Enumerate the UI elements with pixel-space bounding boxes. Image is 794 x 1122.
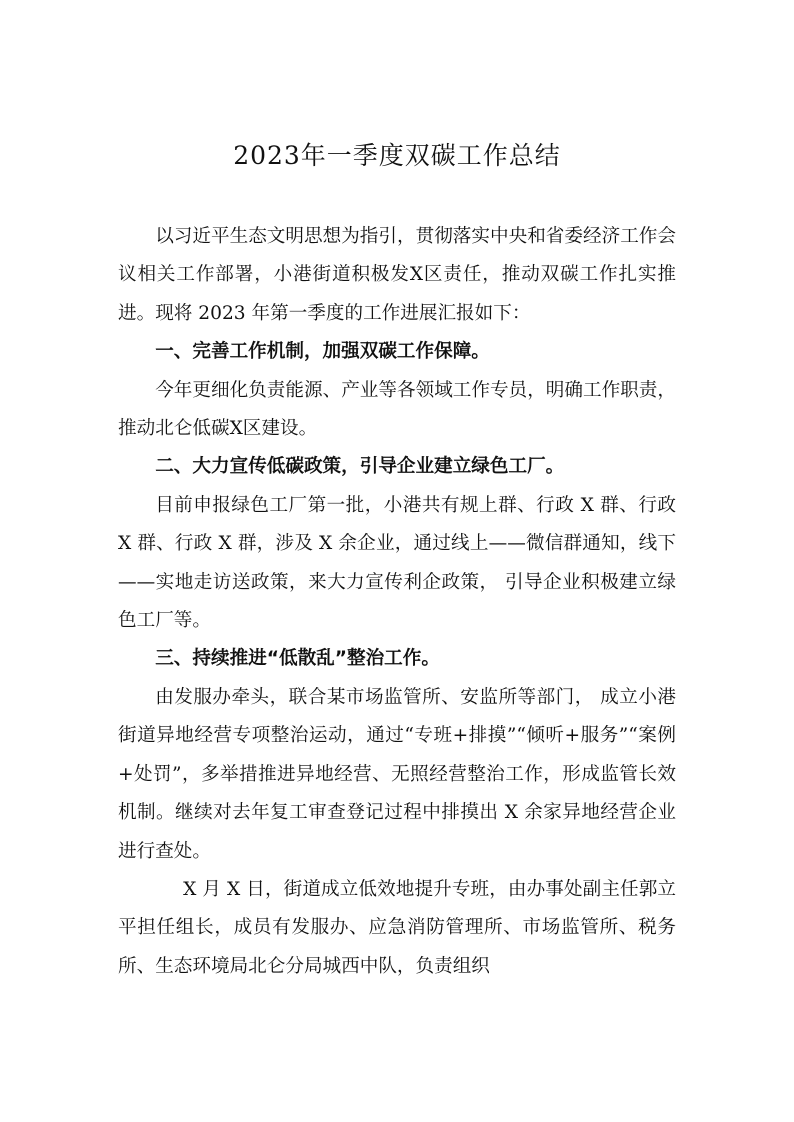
- section-3-paragraph: 由发服办牵头，联合某市场监管所、安监所等部门， 成立小港街道异地经营专项整治运动，通过“专班+排摸”“倾听+服务”“案例+处罚”，多举措推进异地经营、无照经营整治工作，形成监管长效机制。继续对去年复工审查登记过程中排摸出 X 余家异地经营企业进行查处。: [118, 686, 676, 862]
- section-heading-3: 三、持续推进“低散乱”整治工作。: [155, 648, 440, 670]
- document-body: [118, 218, 676, 986]
- section-1-paragraph: 今年更细化负责能源、产业等各领域工作专员，明确工作职责，推动北仑低碳X区建设。: [118, 379, 676, 440]
- section-2-paragraph: 目前申报绿色工厂第一批，小港共有规上群、行政 X 群、行政 X 群、行政 X 群，涉及 X 余企业，通过线上——微信群通知，线下——实地走访送政策，来大力宣传利企政策， 引导企业积极建立绿色工厂等。: [118, 494, 676, 632]
- section-3-paragraph-continued: X 月 X 日，街道成立低效地提升专班，由办事处副主任郭立平担任组长，成员有发服办、应急消防管理所、市场监管所、税务所、生态环境局北仑分局城西中队，负责组织: [118, 878, 676, 977]
- section-heading-2: 二、大力宣传低碳政策，引导企业建立绿色工厂。: [155, 456, 565, 478]
- intro-paragraph: 以习近平生态文明思想为指引，贯彻落实中央和省委经济工作会议相关工作部署，小港街道积极发X区责任，推动双碳工作扎实推进。现将 2023 年第一季度的工作进展汇报如下：: [118, 226, 676, 324]
- document-title: 2023年一季度双碳工作总结: [233, 141, 561, 170]
- section-heading-1: 一、完善工作机制，加强双碳工作保障。: [155, 341, 490, 363]
